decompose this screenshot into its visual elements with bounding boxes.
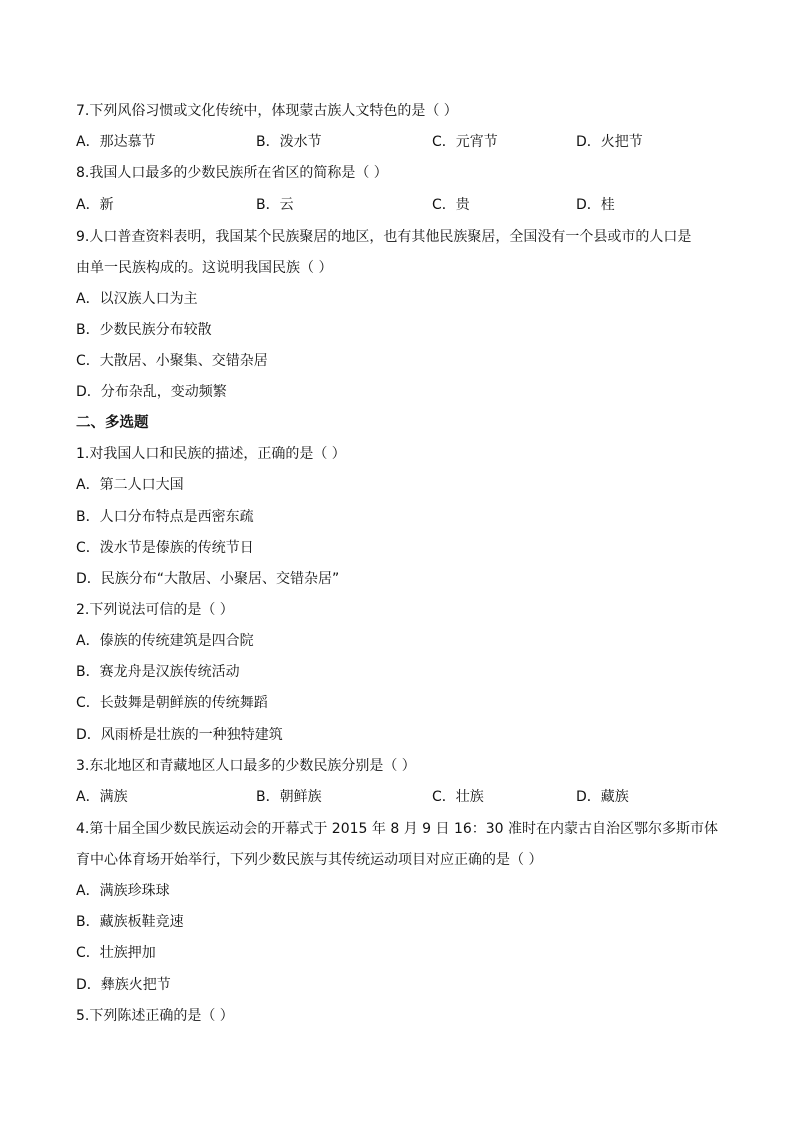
question-9-stem-line-1: 9.人口普查资料表明，我国某个民族聚居的地区，也有其他民族聚居，全国没有一个县或市的人口是	[76, 229, 692, 245]
multi-question-3-stem: 3.东北地区和青藏地区人口最多的少数民族分别是（ ）	[76, 758, 416, 774]
option-a: A．那达慕节	[76, 134, 156, 150]
multi-question-4-option-c: C．壮族押加	[76, 945, 156, 961]
multi-question-2-option-c: C．长鼓舞是朝鲜族的传统舞蹈	[76, 695, 268, 711]
multi-question-2-option-d: D．风雨桥是壮族的一种独特建筑	[76, 727, 283, 743]
multi-question-1-option-b: B．人口分布特点是西密东疏	[76, 509, 254, 525]
section-heading: 二、多选题	[76, 415, 149, 431]
multi-question-4-option-b: B．藏族板鞋竞速	[76, 914, 184, 930]
option-a: A．满族	[76, 789, 128, 805]
option-c: C．贵	[432, 197, 470, 213]
multi-question-2-stem: 2.下列说法可信的是（ ）	[76, 602, 234, 618]
question-9-option-a: A．以汉族人口为主	[76, 291, 198, 307]
multi-question-1-option-a: A．第二人口大国	[76, 477, 184, 493]
option-b: B．云	[256, 197, 294, 213]
question-9-option-c: C．大散居、小聚集、交错杂居	[76, 353, 268, 369]
multi-question-1-option-d: D．民族分布“大散居、小聚居、交错杂居”	[76, 571, 340, 587]
multi-question-3-options	[76, 787, 736, 807]
option-c: C．壮族	[432, 789, 484, 805]
question-9-option-b: B．少数民族分布较散	[76, 322, 212, 338]
question-9-stem-line-2: 由单一民族构成的。这说明我国民族（ ）	[76, 260, 333, 276]
multi-question-4-option-a: A．满族珍珠球	[76, 883, 170, 899]
question-9-option-d: D．分布杂乱，变动频繁	[76, 384, 227, 400]
option-c: C．元宵节	[432, 134, 498, 150]
multi-question-2-option-b: B．赛龙舟是汉族传统活动	[76, 664, 240, 680]
option-d: D．火把节	[576, 134, 643, 150]
option-d: D．桂	[576, 197, 615, 213]
question-7-options	[76, 132, 736, 152]
option-b: B．泼水节	[256, 134, 322, 150]
question-8-stem: 8.我国人口最多的少数民族所在省区的简称是（ ）	[76, 165, 388, 181]
multi-question-4-stem-line-2: 育中心体育场开始举行，下列少数民族与其传统运动项目对应正确的是（ ）	[76, 852, 543, 868]
multi-question-4-option-d: D．彝族火把节	[76, 977, 171, 993]
multi-question-5-stem: 5.下列陈述正确的是（ ）	[76, 1008, 234, 1024]
multi-question-1-option-c: C．泼水节是傣族的传统节日	[76, 540, 254, 556]
question-8-options	[76, 195, 736, 215]
multi-question-1-stem: 1.对我国人口和民族的描述，正确的是（ ）	[76, 446, 346, 462]
multi-question-4-stem-line-1: 4.第十届全国少数民族运动会的开幕式于 2015 年 8 月 9 日 16：30 准时在内蒙古自治区鄂尔多斯市体	[76, 821, 719, 837]
option-b: B．朝鲜族	[256, 789, 322, 805]
multi-question-2-option-a: A．傣族的传统建筑是四合院	[76, 633, 254, 649]
question-7-stem: 7.下列风俗习惯或文化传统中，体现蒙古族人文特色的是（ ）	[76, 103, 458, 119]
option-a: A．新	[76, 197, 114, 213]
option-d: D．藏族	[576, 789, 629, 805]
